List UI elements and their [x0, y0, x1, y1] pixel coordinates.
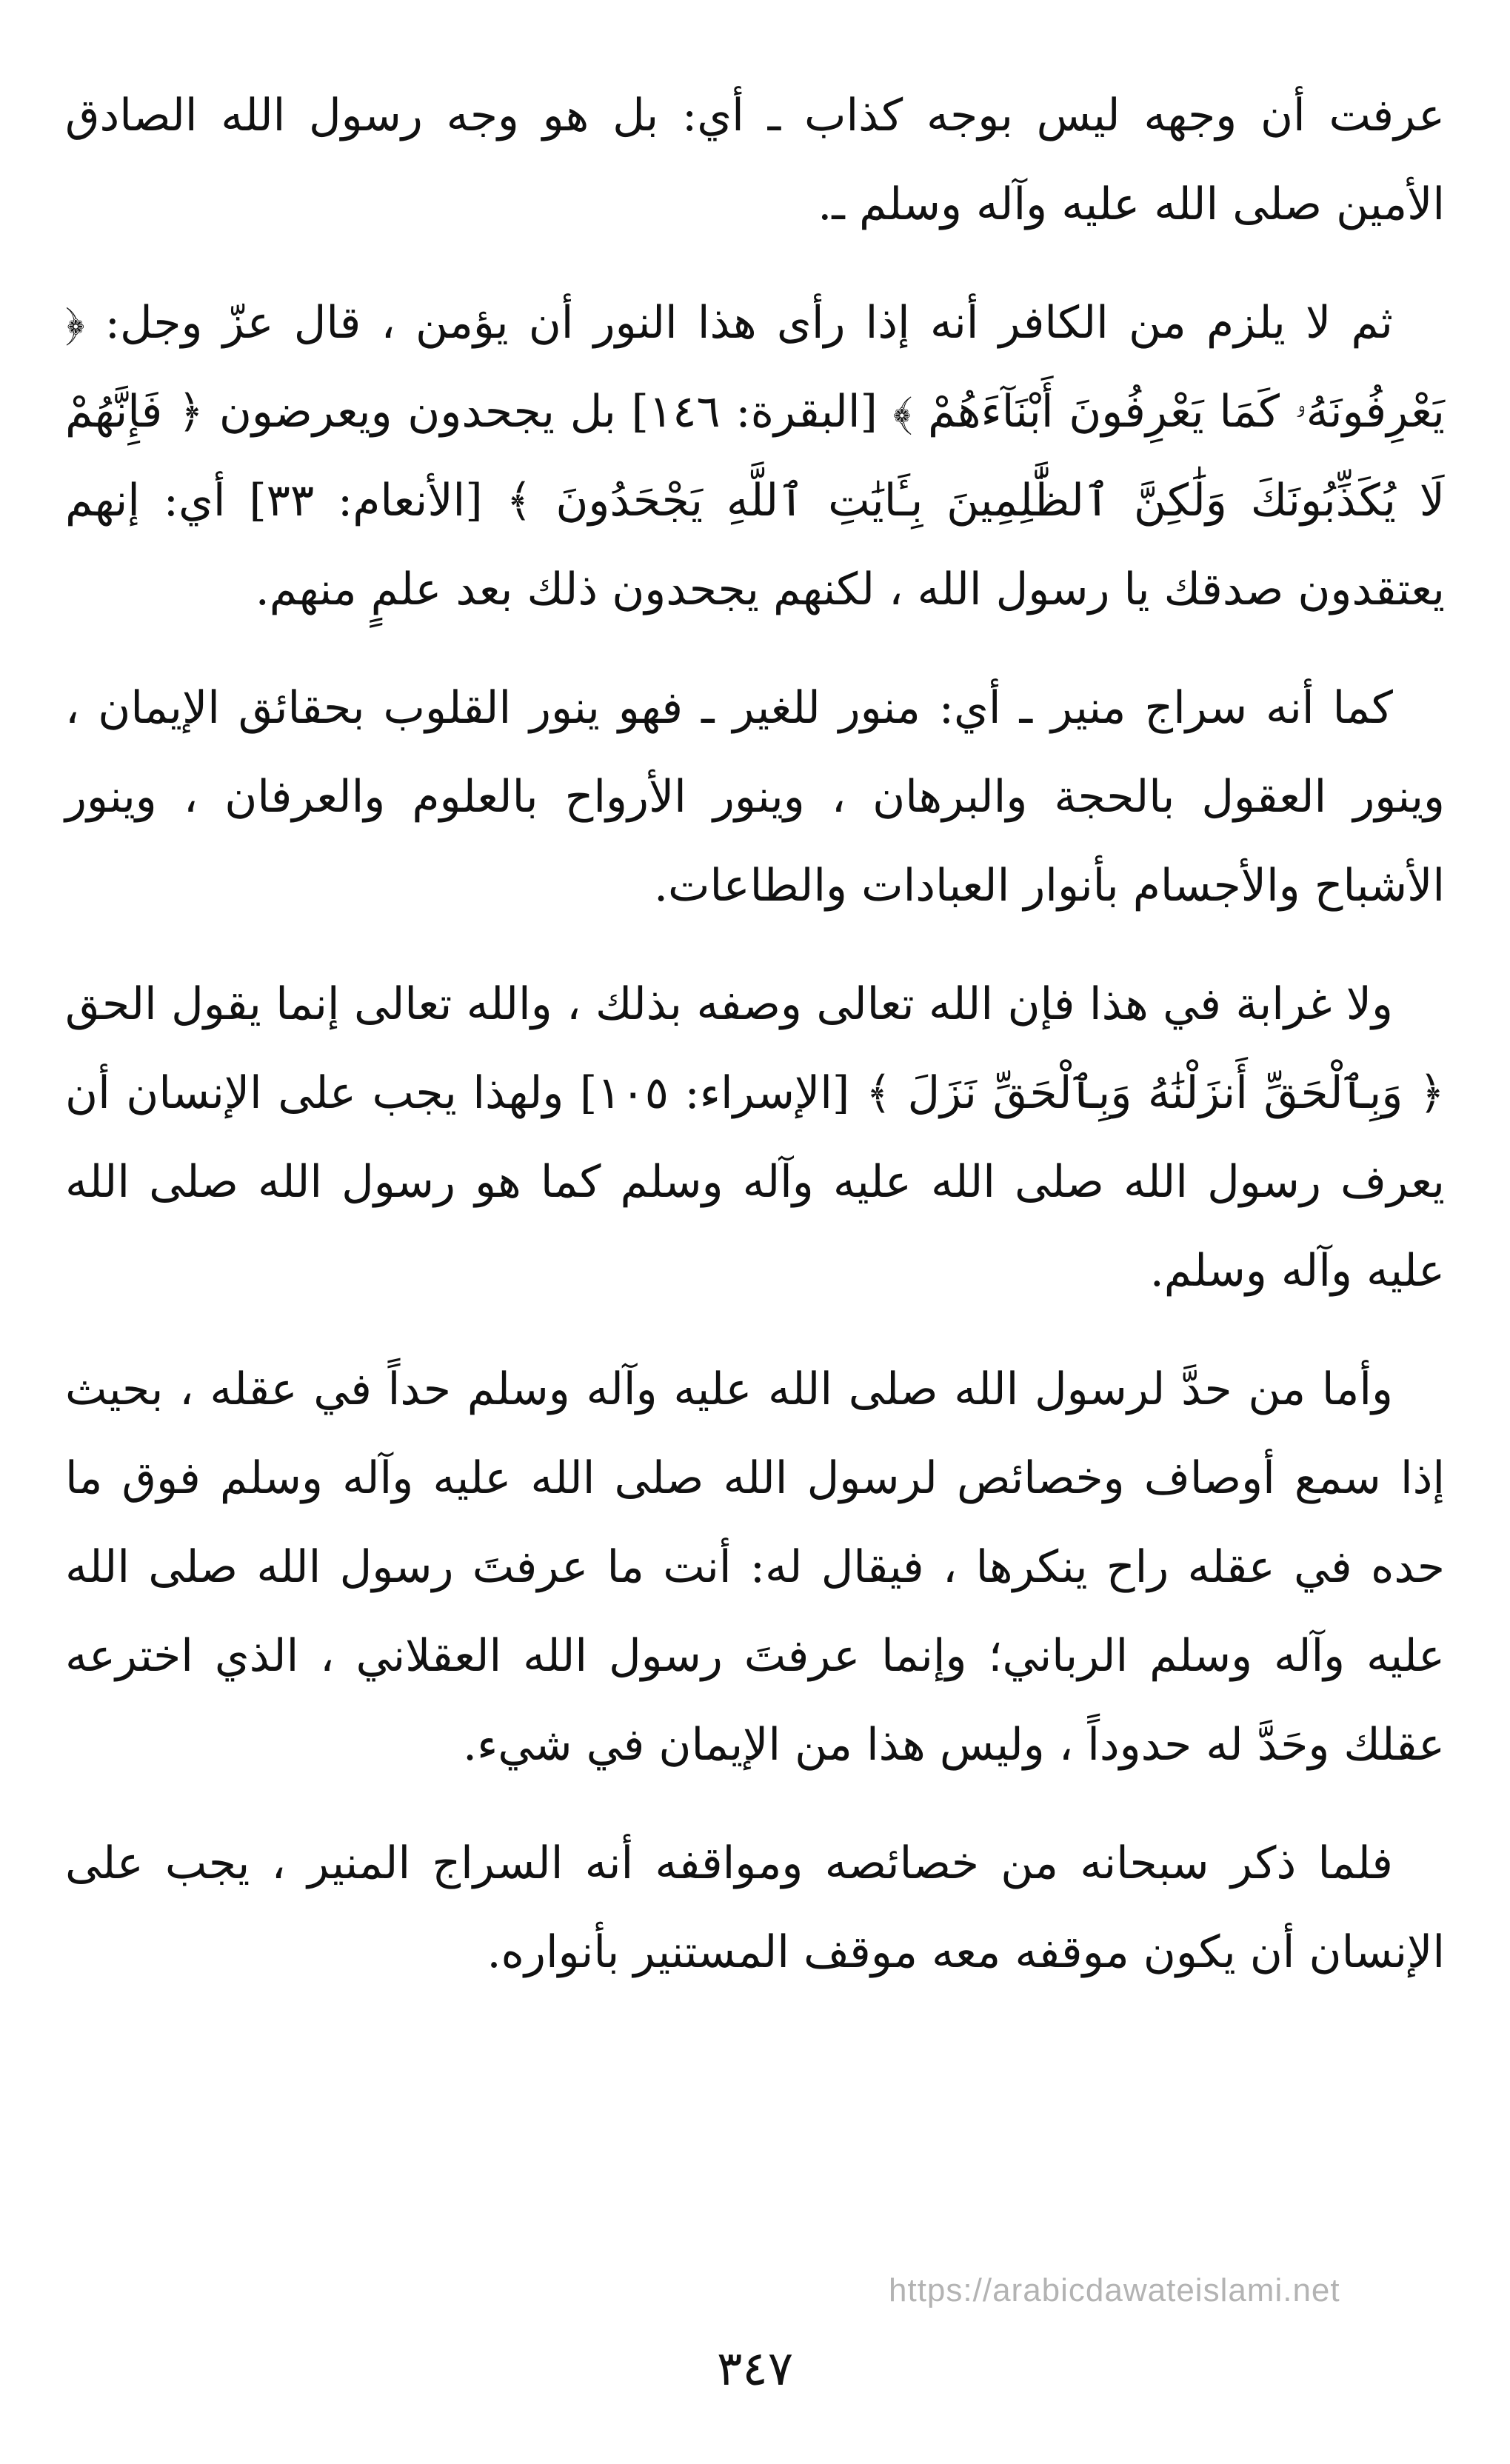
paragraph-5: وأما من حدَّ لرسول الله صلى الله عليه وآله وسلم حداً في عقله ، بحيث إذا سمع أوصاف وخصائص لرسول الله صلى الله عليه وآله وسلم فوق ما حده في عقله راح ينكرها ، فيقال له: أنت ما عرفتَ رسول الله صلى الله عليه وآله وسلم الرباني؛ وإنما عرفتَ رسول الله العقلاني ، الذي اخترعه عقلك وحَدَّ له حدوداً ، وليس هذا من الإيمان في شيء.	[65, 1363, 1445, 1771]
paragraph-6: فلما ذكر سبحانه من خصائصه ومواقفه أنه السراج المنير ، يجب على الإنسان أن يكون موقفه معه موقف المستنير بأنواره.	[65, 1837, 1445, 1978]
paragraph-4: ولا غرابة في هذا فإن الله تعالى وصفه بذلك ، والله تعالى إنما يقول الحق ﴿ وَبِٱلْحَقِّ أَنزَلْنَٰهُ وَبِٱلْحَقِّ نَزَلَ ﴾ [الإسراء: ١٠٥] ولهذا يجب على الإنسان أن يعرف رسول الله صلى الله عليه وآله وسلم كما هو رسول الله صلى الله عليه وآله وسلم.	[65, 978, 1446, 1297]
watermark-url: https://arabicdawateislami.net	[889, 2272, 1340, 2308]
paragraph-2: ثم لا يلزم من الكافر أنه إذا رأى هذا النور أن يؤمن ، قال عزّ وجل: ﴿ يَعْرِفُونَهُۥ كَمَا يَعْرِفُونَ أَبْنَآءَهُمْ ﴾ [البقرة: ١٤٦] بل يجحدون ويعرضون ﴿ فَإِنَّهُمْ لَا يُكَذِّبُونَكَ وَلَٰكِنَّ ٱلظَّٰلِمِينَ بِـَٔايَٰتِ ٱللَّهِ يَجْحَدُونَ ﴾ [الأنعام: ٣٣] أي: إنهم يعتقدون صدقك يا رسول الله ، لكنهم يجحدون ذلك بعد علمٍ منهم.	[65, 297, 1445, 615]
paragraph-3: كما أنه سراج منير ـ أي: منور للغير ـ فهو ينور القلوب بحقائق الإيمان ، وينور العقول بالحجة والبرهان ، وينور الأرواح بالعلوم والعرفان ، وينور الأشباح والأجسام بأنوار العبادات والطاعات.	[65, 682, 1445, 912]
page-number: ٣٤٧	[716, 2342, 794, 2397]
paragraph-1: عرفت أن وجهه ليس بوجه كذاب ـ أي: بل هو وجه رسول الله الصادق الأمين صلى الله عليه وآله وسلم ـ.	[65, 90, 1445, 230]
body-text	[65, 71, 1445, 2026]
